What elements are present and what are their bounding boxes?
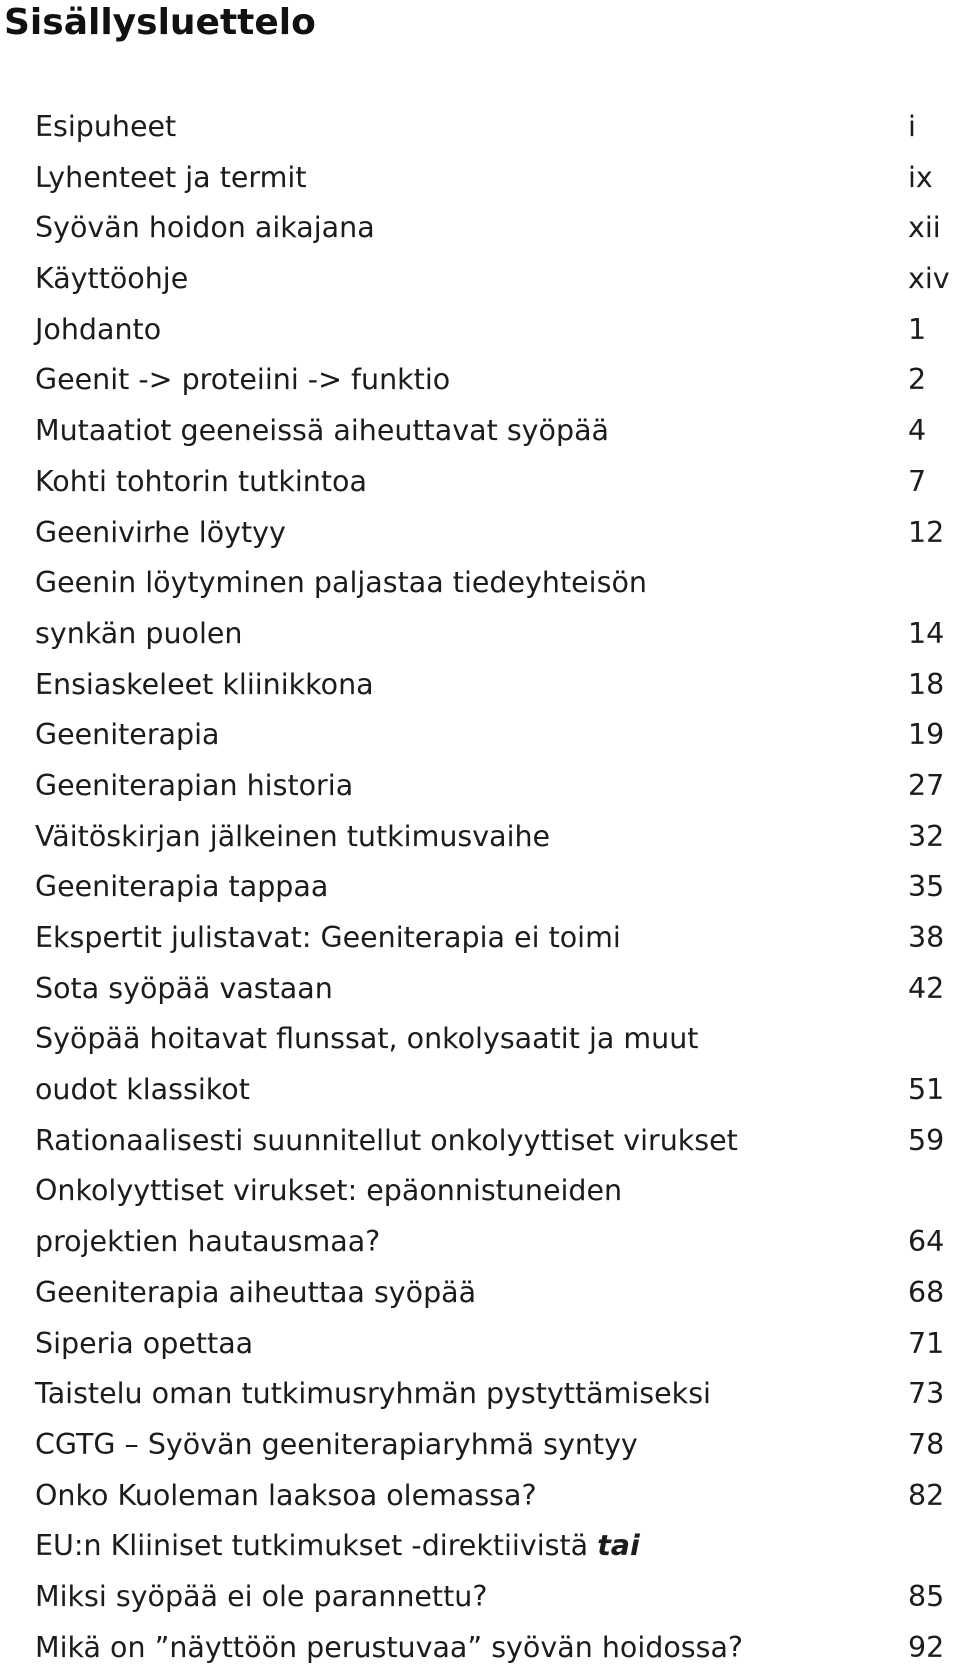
- toc-page-number: ix: [908, 160, 933, 194]
- toc-entry-line: [35, 609, 955, 660]
- table-of-contents: [35, 102, 955, 1673]
- toc-entry-line: [35, 1572, 955, 1623]
- toc-page-number: 71: [908, 1326, 945, 1360]
- toc-entry-line: [35, 508, 955, 559]
- toc-page-number: xiv: [908, 262, 950, 296]
- toc-page-number: 42: [908, 971, 945, 1005]
- toc-entry-title: Rationaalisesti suunnitellut onkolyyttiset virukset: [35, 1123, 738, 1157]
- toc-entry-line: [35, 1471, 955, 1522]
- toc-entry-title: Johdanto: [35, 312, 162, 346]
- toc-page-number: 73: [908, 1377, 945, 1411]
- toc-entry-title: Geenit -> proteiini -> funktio: [35, 363, 451, 397]
- toc-entry-title: Ekspertit julistavat: Geeniterapia ei toimi: [35, 921, 621, 954]
- toc-entry-title: Geenivirhe löytyy: [35, 515, 286, 549]
- toc-page-number: 1: [908, 312, 927, 346]
- toc-entry-line: [35, 153, 955, 204]
- toc-entry-line: [35, 812, 955, 863]
- toc-entry-line: [35, 913, 955, 964]
- toc-entry-title: Esipuheet: [35, 110, 177, 143]
- toc-page-number: 27: [908, 768, 945, 802]
- toc-entry-title: Geeniterapia tappaa: [35, 870, 329, 904]
- toc-entry-title: Mikä on ”näyttöön perustuvaa” syövän hoidossa?: [35, 1630, 744, 1664]
- toc-entry-title: Geenin löytyminen paljastaa tiedeyhteisön: [35, 566, 647, 600]
- toc-page-number: 82: [908, 1478, 945, 1512]
- toc-entry-title: Mutaatiot geeneissä aiheuttavat syöpää: [35, 414, 610, 448]
- toc-entry-line: [35, 1065, 955, 1116]
- toc-entry-title: Sota syöpää vastaan: [35, 971, 333, 1005]
- toc-page-number: 64: [908, 1225, 945, 1259]
- toc-page-number: 19: [908, 718, 945, 752]
- toc-entry-line: [35, 406, 955, 457]
- page-title: Sisällysluettelo: [4, 2, 316, 43]
- toc-entry-line: [35, 1319, 955, 1370]
- toc-entry-title: Taistelu oman tutkimusryhmän pystyttämiseksi: [35, 1377, 711, 1411]
- toc-entry-line: [35, 203, 955, 254]
- toc-entry-title: Kohti tohtorin tutkintoa: [35, 464, 367, 498]
- toc-entry-title: Lyhenteet ja termit: [35, 160, 307, 194]
- toc-entry-line: [35, 710, 955, 761]
- toc-entry-title: Syöpää hoitavat flunssat, onkolysaatit ja muut: [35, 1022, 699, 1056]
- toc-entry-line: [35, 1369, 955, 1420]
- toc-page-number: 51: [908, 1073, 945, 1107]
- toc-page-number: 14: [908, 616, 945, 650]
- toc-entry-title: Syövän hoidon aikajana: [35, 211, 375, 245]
- toc-entry-line: [35, 1521, 955, 1572]
- toc-entry-title: projektien hautausmaa?: [35, 1225, 381, 1259]
- toc-entry-title: Geeniterapia: [35, 718, 220, 752]
- toc-entry-line: [35, 1623, 955, 1673]
- toc-page-number: 12: [908, 515, 945, 549]
- toc-page-number: 68: [908, 1275, 945, 1309]
- toc-entry-line: [35, 457, 955, 508]
- toc-entry-title: Onko Kuoleman laaksoa olemassa?: [35, 1478, 537, 1512]
- toc-entry-title: EU:n Kliiniset tutkimukset -direktiivistä tai: [35, 1529, 640, 1563]
- toc-entry-line: [35, 305, 955, 356]
- toc-entry-title: Käyttöohje: [35, 262, 189, 296]
- toc-entry-title: Väitöskirjan jälkeinen tutkimusvaihe: [35, 819, 551, 853]
- toc-entry-title: synkän puolen: [35, 616, 243, 650]
- toc-entry-emphasis: tai: [597, 1529, 640, 1563]
- toc-entry-title: Miksi syöpää ei ole parannettu?: [35, 1579, 488, 1613]
- toc-page-number: 78: [908, 1427, 945, 1461]
- toc-entry-line: [35, 1420, 955, 1471]
- toc-entry-title: oudot klassikot: [35, 1073, 250, 1107]
- toc-page-number: 92: [908, 1630, 945, 1664]
- toc-entry-line: [35, 1268, 955, 1319]
- toc-page-number: 38: [908, 921, 945, 954]
- toc-entry-line: [35, 102, 955, 153]
- toc-page-number: 35: [908, 870, 945, 904]
- toc-page-number: 18: [908, 667, 945, 701]
- toc-entry-line: [35, 1166, 955, 1217]
- toc-entry-title: Geeniterapian historia: [35, 768, 354, 802]
- toc-page-number: i: [908, 110, 916, 143]
- toc-entry-line: [35, 1116, 955, 1167]
- toc-page-number: 4: [908, 414, 927, 448]
- toc-entry-title: Siperia opettaa: [35, 1326, 254, 1360]
- toc-entry-title: CGTG – Syövän geeniterapiaryhmä syntyy: [35, 1427, 638, 1461]
- toc-page-number: 59: [908, 1123, 945, 1157]
- toc-entry-line: [35, 1217, 955, 1268]
- toc-entry-title: Ensiaskeleet kliinikkona: [35, 667, 374, 701]
- toc-entry-title: Onkolyyttiset virukset: epäonnistuneiden: [35, 1174, 623, 1208]
- toc-page-number: 85: [908, 1579, 945, 1613]
- toc-page-number: 32: [908, 819, 945, 853]
- toc-entry-line: [35, 964, 955, 1015]
- toc-page-number: xii: [908, 211, 941, 245]
- toc-entry-line: [35, 660, 955, 711]
- toc-page-number: 2: [908, 363, 927, 397]
- toc-entry-line: [35, 254, 955, 305]
- toc-entry-line: [35, 761, 955, 812]
- toc-entry-line: [35, 558, 955, 609]
- toc-entry-line: [35, 862, 955, 913]
- toc-entry-line: [35, 355, 955, 406]
- toc-entry-title: Geeniterapia aiheuttaa syöpää: [35, 1275, 477, 1309]
- toc-page-number: 7: [908, 464, 927, 498]
- toc-entry-line: [35, 1014, 955, 1065]
